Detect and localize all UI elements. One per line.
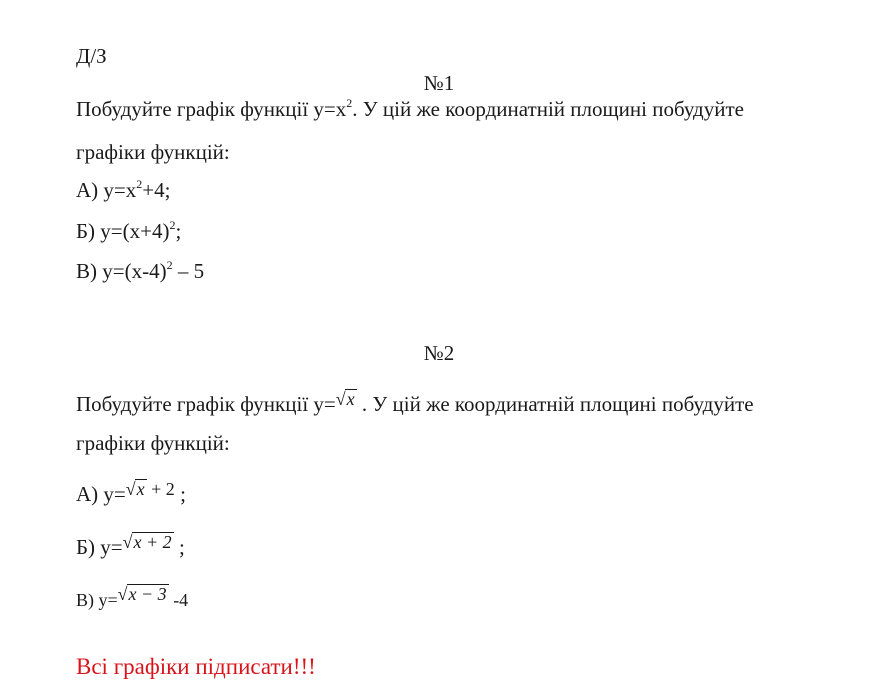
task1-item-a-pre: А) y=x bbox=[76, 178, 137, 202]
radical-icon: √ bbox=[122, 532, 133, 552]
task2-item-c bbox=[76, 584, 189, 610]
task1-item-a-exponent: 2 bbox=[136, 177, 143, 191]
task1-number: №1 bbox=[423, 71, 455, 95]
task1-item-b bbox=[76, 218, 182, 243]
sign-all-graphs-note: Всі графіки підписати!!! bbox=[76, 654, 316, 679]
sqrt-x bbox=[335, 389, 357, 415]
task1-statement bbox=[76, 96, 744, 121]
task1-statement-text: Побудуйте графік функції y=x bbox=[76, 97, 347, 121]
radical-icon: √ bbox=[117, 584, 128, 604]
task2-item-b bbox=[76, 532, 185, 559]
radical-icon: √ bbox=[335, 389, 346, 409]
task1-statement-cont: графіки функцій: bbox=[76, 140, 230, 164]
task2-item-a-pre: А) y= bbox=[76, 482, 126, 506]
task2-item-b-pre: Б) y= bbox=[76, 535, 123, 559]
task2-item-c-post: -4 bbox=[168, 590, 189, 610]
task1-item-c bbox=[76, 258, 205, 283]
sqrt-x-minus-3 bbox=[117, 584, 169, 610]
homework-label: Д/З bbox=[76, 44, 107, 68]
task2-item-a-after: + 2 bbox=[146, 479, 175, 499]
task1-item-b-pre: Б) y=(x+4) bbox=[76, 219, 170, 243]
task2-statement-text: Побудуйте графік функції y= bbox=[76, 392, 336, 416]
task1-item-c-pre: В) y=(x-4) bbox=[76, 259, 167, 283]
task1-item-c-post: – 5 bbox=[172, 259, 205, 283]
task2-number: №2 bbox=[423, 341, 455, 365]
sqrt-x-a bbox=[125, 479, 147, 505]
sqrt-x-a-radicand: x bbox=[136, 479, 145, 499]
task1-item-c-exponent: 2 bbox=[166, 258, 173, 272]
task2-item-a bbox=[76, 479, 186, 506]
task2-item-a-post: ; bbox=[174, 482, 186, 506]
task2-statement-text-2: . У цій же координатній площині побудуйте bbox=[356, 392, 754, 416]
sqrt-x-radicand: x bbox=[346, 389, 355, 409]
task2-item-b-post: ; bbox=[173, 535, 185, 559]
radical-icon: √ bbox=[125, 479, 136, 499]
task1-statement-exponent: 2 bbox=[346, 96, 353, 110]
task1-item-a-post: +4; bbox=[142, 178, 171, 202]
task1-item-b-post: ; bbox=[175, 219, 182, 243]
sqrt-x-plus-2-radicand: x + 2 bbox=[133, 532, 172, 552]
task1-statement-text-2: . У цій же координатній площині побудуйте bbox=[352, 97, 744, 121]
task1-item-a bbox=[76, 177, 171, 202]
task1-item-b-exponent: 2 bbox=[169, 218, 176, 232]
sqrt-x-minus-3-radicand: x − 3 bbox=[128, 584, 167, 604]
task2-item-c-pre: В) y= bbox=[76, 590, 118, 610]
task2-statement bbox=[76, 389, 754, 416]
task2-statement-cont: графіки функцій: bbox=[76, 431, 230, 455]
sqrt-x-plus-2 bbox=[122, 532, 174, 558]
